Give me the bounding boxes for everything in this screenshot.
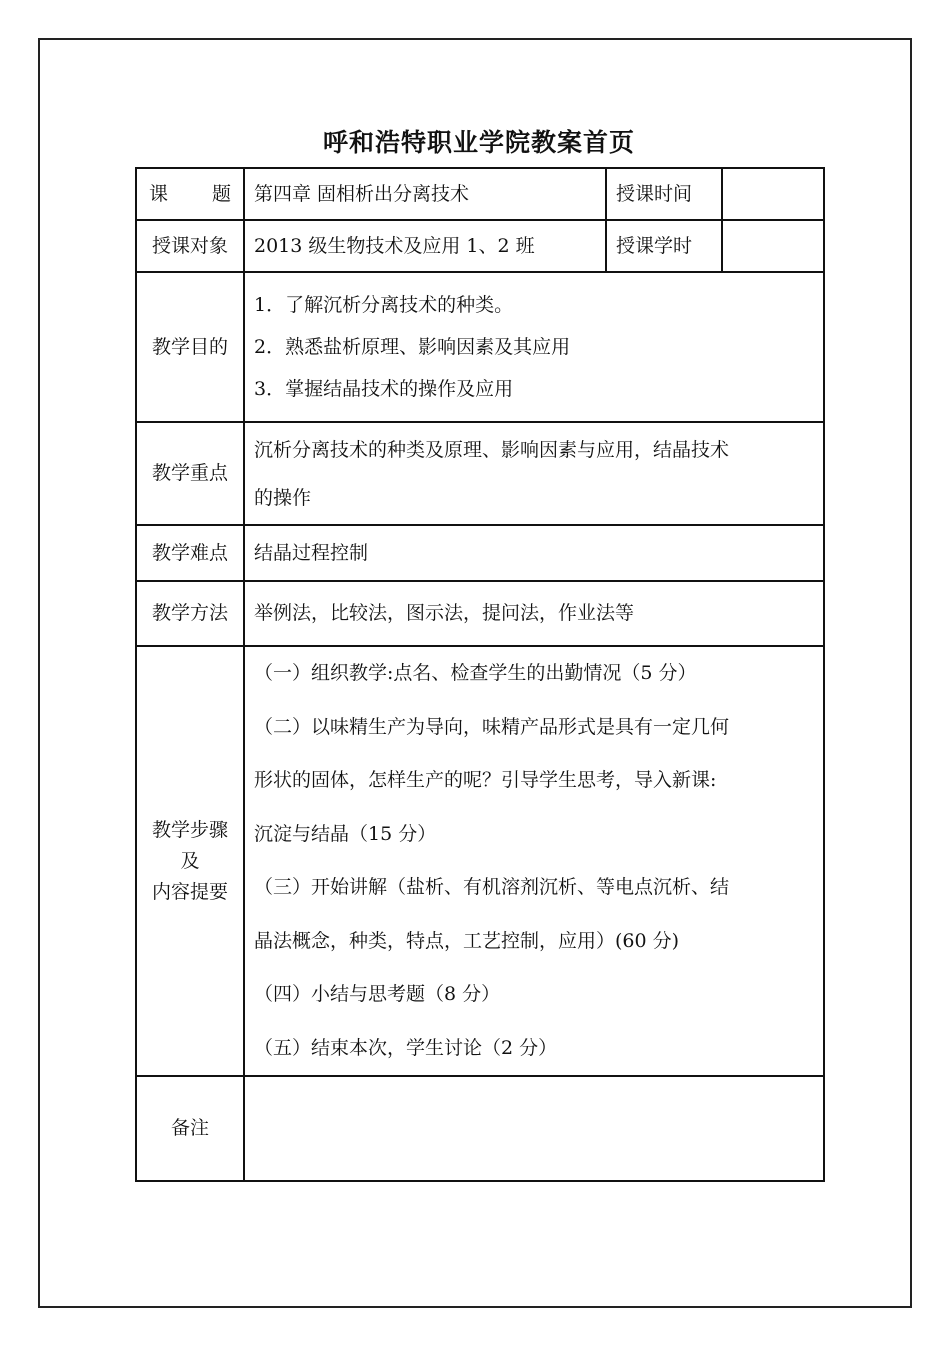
methods-label: 教学方法 (136, 581, 244, 646)
steps-line: （二）以味精生产为导向，味精产品形式是具有一定几何 (254, 715, 730, 738)
steps-line: （三）开始讲解（盐析、有机溶剂沉析、等电点沉析、结 (254, 876, 730, 898)
row-remarks (136, 1076, 824, 1181)
steps-line: （五）结束本次，学生讨论（2 分） (254, 1036, 558, 1059)
steps-label (136, 646, 244, 1076)
steps-line: （一）组织教学:点名、检查学生的出勤情况（5 分） (254, 662, 697, 684)
row-methods (136, 581, 824, 646)
key-points-content (244, 422, 824, 525)
methods-value: 举例法，比较法，图示法，提问法，作业法等 (244, 581, 824, 646)
row-difficulties (136, 525, 824, 581)
hours-value (722, 220, 824, 272)
audience-value: 2013 级生物技术及应用 1、2 班 (244, 220, 606, 272)
remarks-value (244, 1076, 824, 1181)
audience-label: 授课对象 (136, 220, 244, 272)
steps-line: 沉淀与结晶（15 分） (254, 822, 437, 845)
difficulties-label: 教学难点 (136, 525, 244, 581)
page-title: 呼和浩特职业学院教案首页 (322, 128, 635, 157)
key-points-line: 的操作 (254, 486, 312, 509)
row-audience (136, 220, 824, 272)
time-value (722, 168, 824, 220)
hours-label: 授课学时 (606, 220, 722, 272)
steps-content (244, 646, 824, 1076)
difficulties-value: 结晶过程控制 (244, 525, 824, 581)
course-label (136, 168, 244, 220)
steps-line: 晶法概念，种类，特点，工艺控制，应用）(60 分) (254, 929, 680, 952)
course-value: 第四章 固相析出分离技术 (244, 168, 606, 220)
course-label-part-a: 课 (149, 182, 169, 205)
lesson-plan-table (135, 167, 825, 1182)
row-objectives (136, 272, 824, 422)
row-course (136, 168, 824, 220)
steps-line: 形状的固体，怎样生产的呢？引导学生思考，导入新课: (254, 769, 717, 791)
objective-item: 2．熟悉盐析原理、影响因素及其应用 (254, 336, 571, 358)
key-points-label: 教学重点 (136, 422, 244, 525)
objectives-label: 教学目的 (136, 272, 244, 422)
course-label-part-b: 题 (211, 182, 231, 205)
objective-item: 1．了解沉析分离技术的种类。 (254, 294, 514, 316)
objective-item: 3．掌握结晶技术的操作及应用 (254, 378, 514, 400)
objectives-content (244, 272, 824, 422)
key-points-line: 沉析分离技术的种类及原理、影响因素与应用，结晶技术 (254, 438, 730, 461)
remarks-label: 备注 (136, 1076, 244, 1181)
row-steps (136, 646, 824, 1076)
steps-label-line: 及 (180, 849, 200, 872)
steps-line: （四）小结与思考题（8 分） (254, 983, 501, 1005)
time-label: 授课时间 (606, 168, 722, 220)
steps-label-line: 内容提要 (151, 880, 228, 903)
steps-label-line: 教学步骤 (151, 818, 228, 841)
row-key-points (136, 422, 824, 525)
